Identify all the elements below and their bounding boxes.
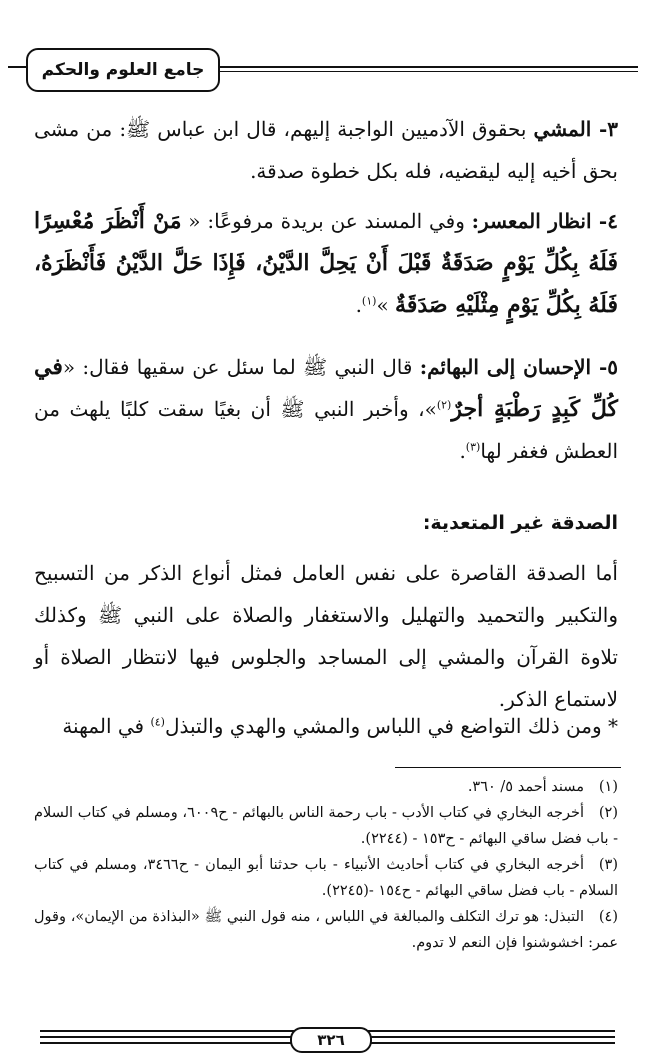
- item-4-hadith: مَنْ أَنْظَرَ مُعْسِرًا فَلَهُ بِكُلِّ يَوْمٍ صَدَقَةٌ قَبْلَ أَنْ يَحِلَّ الدَّيْنُ، فَإِذَا حَلَّ الدَّيْنُ فَأَنْظَرَهُ، فَلَهُ بِكُلِّ يَوْمٍ مِثْلَيْهِ صَدَقَةٌ: [34, 208, 618, 318]
- footnote-number: (٣): [598, 857, 618, 873]
- footnote-ref-2: (٢): [436, 398, 452, 412]
- item-4-lead: وفي المسند عن بريدة مرفوعًا: «: [181, 209, 472, 233]
- item-3-label: ٣- المشي: [533, 117, 618, 141]
- section-paragraph: [34, 552, 618, 720]
- star-line-a: * ومن ذلك التواضع في اللباس والمشي والهدي والتبذل: [164, 714, 618, 738]
- item-4-paragraph: [34, 200, 618, 326]
- footnotes: [34, 774, 618, 956]
- star-paragraph: [34, 705, 618, 747]
- footnote-3: [34, 852, 618, 904]
- footnote-text: أخرجه البخاري في كتاب الأدب - باب رحمة الناس بالبهائم - ح٦٠٠٩، ومسلم في كتاب السلام - باب فضل ساقي البهائم - ح١٥٣ - (٢٢٤٤).: [34, 805, 618, 847]
- item-5-end: .: [459, 439, 466, 463]
- footnote-2: [34, 800, 618, 852]
- footnote-text: أخرجه البخاري في كتاب أحاديث الأنبياء - باب حدثنا أبو اليمان - ح٣٤٦٦، ومسلم في كتاب السلام - باب فضل ساقي البهائم - ح١٥٤ -(٢٢٤٥).: [34, 857, 618, 899]
- item-5-hadith: في كُلِّ كَبِدٍ رَطْبَةٍ أجرٌ: [34, 354, 618, 422]
- star-line-b: في المهنة: [62, 714, 151, 738]
- header-rule: [218, 66, 638, 68]
- footnote-ref-4: (٤): [150, 715, 165, 729]
- book-title: جامع العلوم والحكم: [41, 60, 205, 80]
- item-5-label: ٥- الإحسان إلى البهائم:: [419, 355, 618, 379]
- item-3-paragraph: [34, 108, 618, 192]
- item-3-text: بحقوق الآدميين الواجبة إليهم، قال ابن عباس ﷺ: من مشى بحق أخيه إليه ليقضيه، فله بكل خطوة صدقة.: [34, 117, 618, 183]
- item-4-end: .: [355, 293, 362, 317]
- footnote-text: مسند أحمد ٥/ ٣٦٠.: [467, 779, 584, 795]
- item-5-mid: »، وأخبر النبي ﷺ أن بغيًا سقت كلبًا يلهث من العطش فغفر لها: [34, 397, 618, 463]
- item-5-lead: قال النبي ﷺ لما سئل عن سقيها فقال: «: [62, 355, 420, 379]
- header-rule-left: [8, 66, 28, 68]
- page-number: ٣٢٦: [317, 1031, 345, 1049]
- footnote-text: التبذل: هو ترك التكلف والمبالغة في اللباس ، منه قول النبي ﷺ «البذاذة من الإيمان»، وقول عمر: اخشوشنوا فإن النعم لا تدوم.: [34, 909, 618, 951]
- section-heading: الصدقة غير المتعدية:: [422, 512, 618, 534]
- header-rule-thin: [218, 71, 638, 72]
- footnote-4: [34, 904, 618, 956]
- footnote-separator: [395, 767, 621, 768]
- footnote-number: (١): [598, 779, 618, 795]
- item-4-label: ٤- انظار المعسر:: [471, 209, 618, 233]
- item-5-paragraph: [34, 346, 618, 472]
- item-4-close: »: [376, 293, 396, 317]
- footnote-number: (٤): [598, 909, 618, 925]
- section-text: أما الصدقة القاصرة على نفس العامل فمثل أنواع الذكر من التسبيح والتكبير والتحميد والتهليل والاستغفار والصلاة على النبي ﷺ وكذلك تلاوة القرآن والمشي إلى المساجد والجلوس فيها لانتظار الصلاة أو لاستماع الذكر.: [34, 561, 618, 711]
- page-number-box: [290, 1027, 372, 1053]
- footnote-ref-3: (٣): [465, 440, 481, 454]
- running-header: [26, 48, 220, 92]
- footnote-number: (٢): [598, 805, 618, 821]
- footnote-ref-1: (١): [361, 294, 377, 308]
- footnote-1: [34, 774, 618, 800]
